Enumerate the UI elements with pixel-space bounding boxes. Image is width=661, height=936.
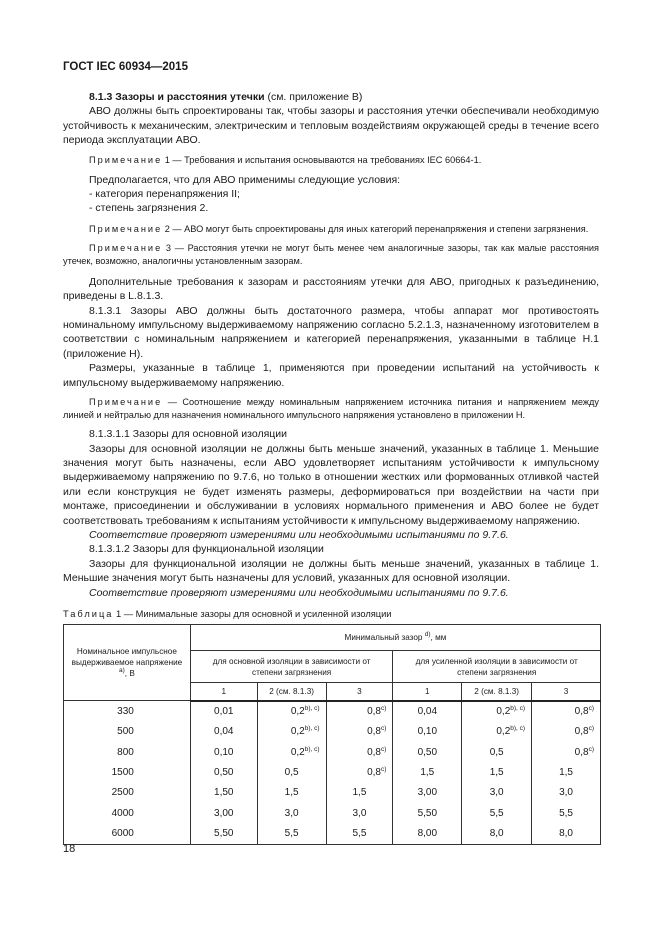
clearance-cell: 5,50 bbox=[393, 803, 462, 823]
voltage-cell: 4000 bbox=[64, 803, 191, 823]
table-caption-text: 1 — Минимальные зазоры для основной и усиленной изоляции bbox=[113, 609, 392, 619]
clearance-cell: 0,50 bbox=[190, 762, 257, 782]
group-reinforced-insulation: для усиленной изоляции в зависимости от степени загрязнения bbox=[393, 651, 601, 683]
row-header: Номинальное импульсное выдерживаемое напряжение $^{а)}$, В bbox=[64, 625, 191, 701]
paragraph-10: Зазоры для функциональной изоляции не должны быть меньше значений, указанных в таблице 1. Меньшие значения могут быть назначены для условий, указанных для основной изоляции. bbox=[63, 557, 599, 585]
paragraph-4: 8.1.3.1 Зазоры АВО должны быть достаточного размера, чтобы аппарат мог противостоять номинальному импульсному выдерживаемому напряжению согласно 5.2.1.3, назначенному изготовителем в соответствии с номинальным напряжением и категорией перенапряжения, указанными в таблице Н.1 (приложение Н). bbox=[63, 304, 599, 360]
note-2: Примечание 2 — АВО могут быть спроектированы для иных категорий перенапряжения и степени загрязнения. bbox=[89, 223, 589, 234]
note-label: Примечание bbox=[89, 242, 163, 253]
clearance-cell: 1,5 bbox=[257, 783, 326, 803]
subheader: 1 bbox=[393, 683, 462, 701]
voltage-cell: 330 bbox=[64, 701, 191, 722]
clearance-cell: 1,5 bbox=[326, 783, 393, 803]
subheader: 1 bbox=[190, 683, 257, 701]
voltage-cell: 2500 bbox=[64, 783, 191, 803]
section-heading-line bbox=[63, 90, 599, 104]
clearance-cell: 0,8$^{c)}$ bbox=[326, 742, 393, 762]
clearance-cell: 5,5 bbox=[462, 803, 532, 823]
clearance-cell: 1,50 bbox=[190, 783, 257, 803]
clearance-cell: 8,0 bbox=[462, 823, 532, 844]
table-caption-label: Таблица bbox=[63, 609, 114, 619]
paragraph-3: Дополнительные требования к зазорам и расстояниям утечки для АВО, пригодных к разъединению, приведены в L.8.1.3. bbox=[63, 275, 599, 303]
list-item: - категория перенапряжения II; bbox=[89, 188, 240, 201]
clearance-cell: $0,2^{b), c)}$ bbox=[462, 722, 532, 742]
clearance-cell: 0,8$^{c)}$ bbox=[326, 701, 393, 722]
note-label: Примечание bbox=[89, 223, 163, 234]
list-item: - степень загрязнения 2. bbox=[89, 202, 209, 215]
subheader: 2 (см. 8.1.3) bbox=[462, 683, 532, 701]
group-basic-insulation: для основной изоляции в зависимости от степени загрязнения bbox=[190, 651, 393, 683]
clearance-cell: 5,50 bbox=[190, 823, 257, 844]
clearance-cell: 5,5 bbox=[532, 803, 601, 823]
subheader: 3 bbox=[326, 683, 393, 701]
clearance-cell: 3,0 bbox=[326, 803, 393, 823]
section-heading-ref: (см. приложение В) bbox=[264, 91, 363, 103]
top-header: Минимальный зазор $^{d)}$, мм bbox=[190, 625, 600, 651]
subheader: 3 bbox=[532, 683, 601, 701]
clearance-cell: 0,50 bbox=[393, 742, 462, 762]
table-row bbox=[64, 823, 601, 844]
note-label: Примечание bbox=[89, 154, 163, 165]
table-row bbox=[64, 803, 601, 823]
paragraph-1: АВО должны быть спроектированы так, чтобы зазоры и расстояния утечки обеспечивали необходимую устойчивость к механическим, электрическим и тепловым воздействиям окружающей среды в течение всего периода эксплуатации АВО. bbox=[63, 105, 599, 147]
paragraph-9: 8.1.3.1.2 Зазоры для функциональной изоляции bbox=[89, 543, 324, 556]
table-row bbox=[64, 783, 601, 803]
clearance-cell: 0,04 bbox=[190, 722, 257, 742]
clearance-cell: 3,0 bbox=[257, 803, 326, 823]
clearance-cell: 0,04 bbox=[393, 701, 462, 722]
paragraph-8: Соответствие проверяют измерениями или необходимыми испытаниями по 9.7.6. bbox=[89, 528, 509, 541]
clearance-cell: 0,8$^{c)}$ bbox=[326, 762, 393, 782]
clearance-cell: 0,8$^{c)}$ bbox=[532, 742, 601, 762]
paragraph-5: Размеры, указанные в таблице 1, применяются при проведении испытаний на устойчивость к импульсному выдерживаемому напряжению. bbox=[63, 362, 599, 389]
clearance-cell: $0,2^{b), c)}$ bbox=[462, 701, 532, 722]
table-body bbox=[64, 701, 601, 845]
paragraph-2: Предполагается, что для АВО применимы следующие условия: bbox=[89, 173, 401, 186]
note-3: Примечание 3 — Расстояния утечки не могут быть менее чем аналогичные зазоры, так как малые расстояния утечек, возможно, аналогичны установленным зазорам. bbox=[63, 242, 599, 266]
clearance-cell: 8,0 bbox=[532, 823, 601, 844]
clearance-cell: 0,5 bbox=[257, 762, 326, 782]
note-4: Примечание — Соотношение между номинальным напряжением источника питания и напряжением между линией и нейтралью для назначения номинального импульсного напряжения установлено в приложении Н. bbox=[63, 397, 599, 421]
note-1: Примечание 1 — Требования и испытания основываются на требованиях IEC 60664-1. bbox=[89, 154, 482, 165]
clearance-cell: 0,01 bbox=[190, 701, 257, 722]
voltage-cell: 1500 bbox=[64, 762, 191, 782]
table-row bbox=[64, 722, 601, 742]
clearance-cell: 1,5 bbox=[462, 762, 532, 782]
clearance-table bbox=[63, 624, 601, 845]
clearance-cell: 0,8$^{c)}$ bbox=[326, 722, 393, 742]
clearance-cell: 0,5 bbox=[462, 742, 532, 762]
clearance-cell: 3,0 bbox=[532, 783, 601, 803]
clearance-cell: 0,10 bbox=[190, 742, 257, 762]
clearance-cell: 3,0 bbox=[462, 783, 532, 803]
clearance-cell: $0,2^{b), c)}$ bbox=[257, 722, 326, 742]
paragraph-11: Соответствие проверяют измерениями или необходимыми испытаниями по 9.7.6. bbox=[89, 586, 509, 599]
document-header: ГОСТ IEC 60934—2015 bbox=[63, 61, 188, 73]
clearance-cell: 5,5 bbox=[257, 823, 326, 844]
clearance-cell: 8,00 bbox=[393, 823, 462, 844]
clearance-cell: 1,5 bbox=[532, 762, 601, 782]
clearance-cell: $0,2^{b), c)}$ bbox=[257, 701, 326, 722]
paragraph-7: Зазоры для основной изоляции не должны быть меньше значений, указанных в таблице 1. Меньшие значения могут быть назначены, если АВО удовлетворяет испытаниям устойчивости к импульсному выдерживаемому напряжению по 9.7.6, но только в отношении жестких или формованных отливкой частей или если конструкция не будет изменять размеры, деформироваться при воздействии на части при монтаже, присоединении и обслуживании в условиях нормального применения и АВО более не будет соответствовать требованиям к испытаниям устойчивости к импульсному выдерживаемому напряжению. bbox=[63, 442, 599, 527]
clearance-cell: 1,5 bbox=[393, 762, 462, 782]
voltage-cell: 800 bbox=[64, 742, 191, 762]
document-body bbox=[63, 90, 599, 600]
voltage-cell: 6000 bbox=[64, 823, 191, 844]
clearance-cell: 5,5 bbox=[326, 823, 393, 844]
table-row bbox=[64, 701, 601, 722]
clearance-cell: 0,8$^{c)}$ bbox=[532, 701, 601, 722]
voltage-cell: 500 bbox=[64, 722, 191, 742]
section-heading: 8.1.3 Зазоры и расстояния утечки bbox=[89, 91, 265, 103]
clearance-cell: 0,8$^{c)}$ bbox=[532, 722, 601, 742]
table-row bbox=[64, 762, 601, 782]
clearance-cell: 3,00 bbox=[393, 783, 462, 803]
note-label: Примечание bbox=[89, 397, 163, 408]
clearance-cell: $0,2^{b), c)}$ bbox=[257, 742, 326, 762]
table-row bbox=[64, 742, 601, 762]
paragraph-6: 8.1.3.1.1 Зазоры для основной изоляции bbox=[89, 428, 287, 441]
page-number: 18 bbox=[63, 843, 76, 855]
clearance-cell: 0,10 bbox=[393, 722, 462, 742]
subheader: 2 (см. 8.1.3) bbox=[257, 683, 326, 701]
table-caption bbox=[63, 609, 392, 619]
clearance-cell: 3,00 bbox=[190, 803, 257, 823]
